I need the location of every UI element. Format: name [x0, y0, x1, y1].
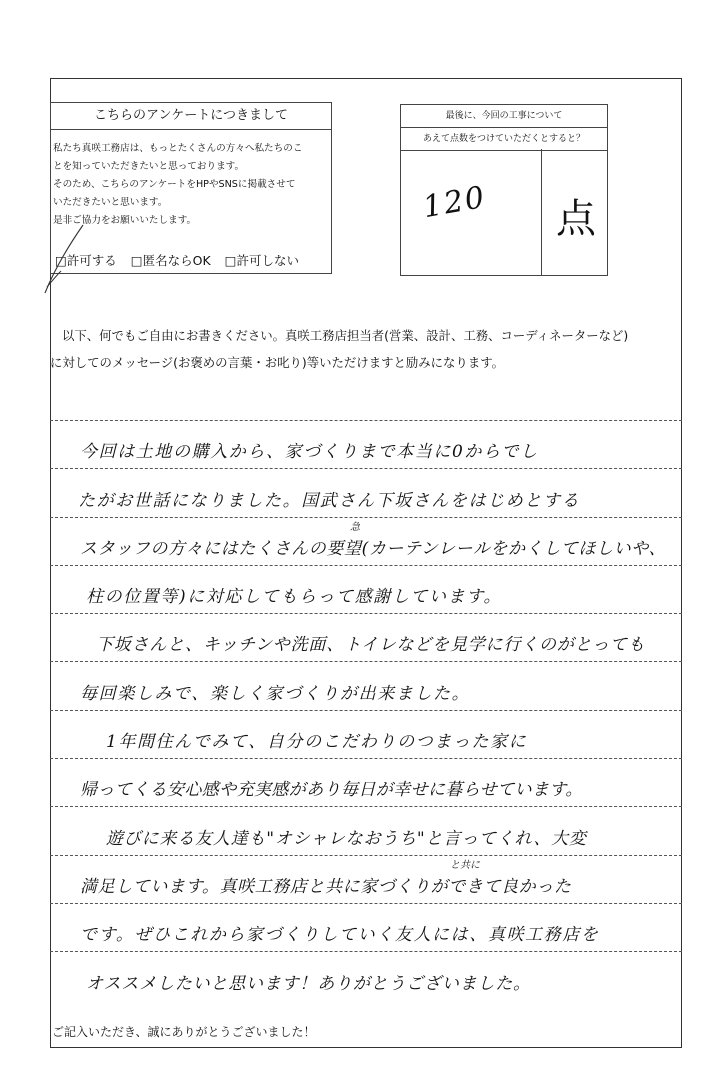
- score-question-line2: あえて点数をつけていただくとすると？: [401, 128, 607, 151]
- message-line: [50, 951, 682, 999]
- consent-body: [51, 130, 331, 230]
- score-row: [401, 149, 607, 275]
- consent-option-allow[interactable]: □許可する: [55, 253, 117, 268]
- handwritten-text: 満足しています。真咲工務店と共に家づくりができて良かった: [80, 876, 572, 897]
- message-line: [50, 710, 682, 758]
- handwritten-text: たがお世話になりました。国武さん下坂さんをはじめとする: [78, 490, 581, 511]
- handwritten-text: 下坂さんと、キッチンや洗面、トイレなどを見学に行くのがとっても: [96, 635, 646, 656]
- checkmark-icon: [43, 221, 87, 295]
- message-line: [50, 613, 682, 661]
- message-line: [50, 565, 682, 613]
- handwritten-text: 柱の位置等)に対応してもらって感謝しています。: [86, 587, 503, 608]
- consent-body-line: とを知っていただきたいと思っております。: [53, 161, 245, 172]
- message-line: [50, 758, 682, 806]
- instructions: [50, 322, 682, 376]
- closing-thanks: ご記入いただき、誠にありがとうございました！: [52, 1025, 316, 1039]
- handwritten-text: 1年間住んでみて、自分のこだわりのつまった家に: [106, 732, 528, 753]
- handwritten-text: 毎回楽しみで、楽しく家づくりが出来ました。: [80, 683, 471, 704]
- score-question-line1: 最後に、今回の工事について: [401, 105, 607, 128]
- consent-box: [50, 102, 332, 274]
- consent-options: [55, 251, 309, 269]
- handwritten-text: スタッフの方々にはたくさんの要望(カーテンレールをかくしてほしいや、: [80, 538, 667, 559]
- handwritten-annotation: と共に: [450, 859, 480, 871]
- message-line: [50, 661, 682, 709]
- handwritten-text: オススメしたいと思います！ありがとうございました。: [86, 973, 531, 994]
- message-area: [50, 420, 682, 1000]
- message-line: [50, 806, 682, 854]
- consent-title: こちらのアンケートにつきまして: [51, 103, 331, 130]
- message-line: [50, 517, 682, 565]
- consent-body-line: そのため、こちらのアンケートをHPやSNSに掲載させて: [53, 179, 296, 190]
- score-unit: 点: [556, 196, 596, 242]
- message-line: [50, 420, 682, 468]
- score-value: 120: [420, 179, 489, 226]
- score-value-cell: [401, 149, 542, 275]
- consent-option-deny[interactable]: □許可しない: [224, 253, 299, 268]
- handwritten-text: です。ぜひこれから家づくりしていく友人には、真咲工務店を: [80, 925, 600, 946]
- handwritten-annotation: 急: [350, 521, 360, 533]
- handwritten-text: 今回は土地の購入から、家づくりまで本当に0からでし: [80, 442, 539, 463]
- consent-body-line: いただきたいと思います。: [53, 197, 168, 208]
- message-line: [50, 468, 682, 516]
- consent-body-line: 私たち真咲工務店は、もっとたくさんの方々へ私たちのこ: [53, 143, 303, 154]
- message-line: [50, 903, 682, 951]
- handwritten-text: 遊びに来る友人達も"オシャレなおうち"と言ってくれ、大変: [106, 828, 587, 849]
- consent-option-anonymous[interactable]: □匿名ならOK: [130, 253, 211, 268]
- message-line: [50, 855, 682, 903]
- handwritten-text: 帰ってくる安心感や充実感があり毎日が幸せに暮らせています。: [80, 780, 583, 801]
- instructions-line: 以下、何でもご自由にお書きください。真咲工務店担当者(営業、設計、工務、コーディネーターなど): [62, 328, 629, 343]
- consent-body-line: 是非ご協力をお願いいたします。: [53, 215, 197, 226]
- score-box: [400, 104, 608, 276]
- score-unit-cell: [542, 149, 607, 275]
- instructions-line: に対してのメッセージ(お褒めの言葉・お叱り)等いただけますと励みになります。: [50, 355, 504, 370]
